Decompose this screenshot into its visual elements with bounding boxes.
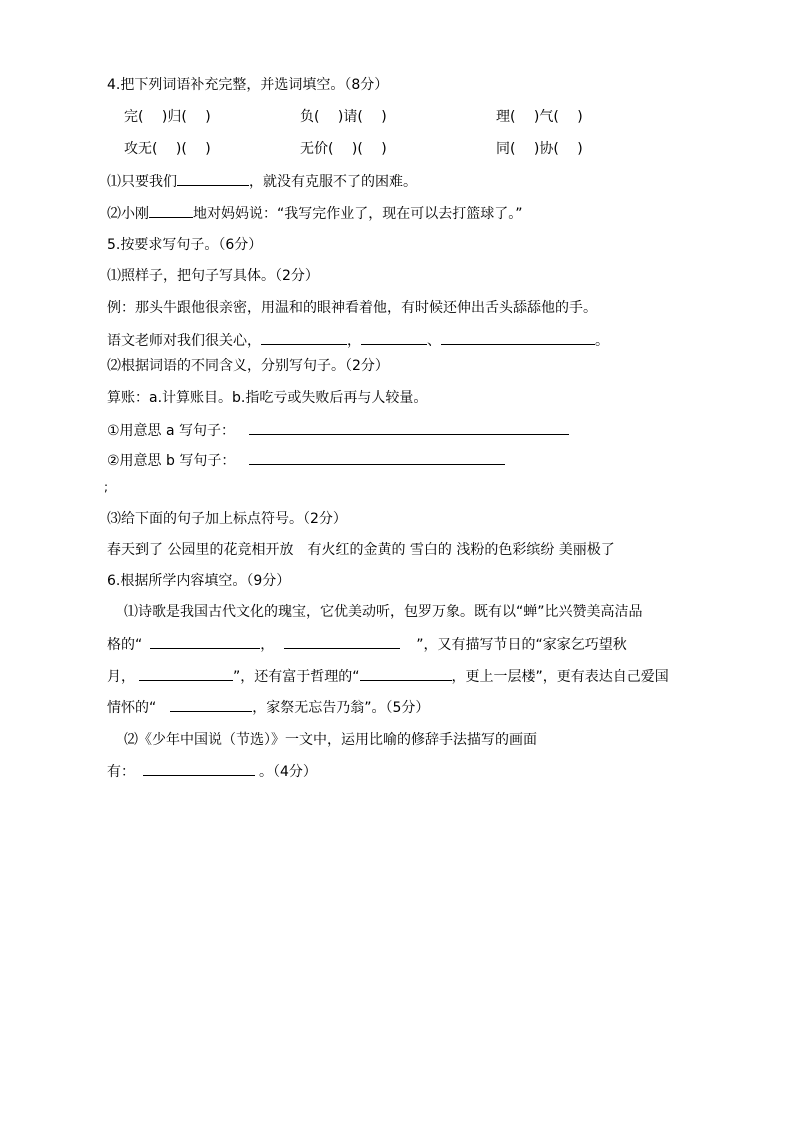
q6-part2-line1: ⑵《少年中国说（节选）》一文中，运用比喻的修辞手法描写的画面 [124,732,537,748]
q5-word-definition: 算账：a.计算账目。b.指吃亏或失败后再与人较量。 [107,390,428,406]
q5-punctuation-sentence: 春天到了 公园里的花竞相开放 有火红的金黄的 雪白的 浅粉的色彩缤纷 美丽极了 [107,542,615,558]
q4-word-3: 理( )气( ) [496,109,583,125]
q4-sentence-1 [107,171,417,191]
q6-part1-line4 [107,697,429,717]
q6-l3-mid: ”，还有富于哲理的“ [233,669,360,685]
q6-p2-suffix: 。（4分） [259,764,317,780]
q5-use-b-blank[interactable] [249,450,505,465]
q4-word-4: 攻无( )( ) [124,141,211,157]
q6-blank-2[interactable] [284,634,400,649]
q4-s1-blank[interactable] [177,171,249,186]
q5-task-blank-2[interactable] [361,330,427,345]
q6-blank-1[interactable] [150,634,260,649]
q5-task-sentence [107,330,609,350]
q6-part1-line3 [107,666,669,686]
q4-s2-blank[interactable] [149,203,193,218]
q4-word-1: 完( )归( ) [124,109,211,125]
q5-use-b [107,450,505,470]
q6-part1-line2 [107,634,627,654]
q5-use-b-label: ②用意思 b 写句子： [107,453,236,469]
q5-part3-title: ⑶给下面的句子加上标点符号。（2分） [107,511,347,527]
q5-use-a-blank[interactable] [249,420,569,435]
q4-s1-prefix: ⑴只要我们 [107,174,177,190]
q6-l2-suffix: ”，又有描写节日的“家家乞巧望秋 [416,637,627,653]
q5-task-end: 。 [595,333,609,349]
q4-word-5: 无价( )( ) [300,141,387,157]
q4-s2-suffix: 地对妈妈说：“我写完作业了，现在可以去打篮球了。” [193,206,523,222]
q6-l4-suffix: ，家祭无忘告乃翁”。（5分） [252,700,430,716]
q6-part2-line2 [107,761,317,781]
q6-l2-comma: ， [260,637,275,653]
q4-title: 4.把下列词语补充完整，并选词填空。（8分） [107,77,389,93]
q6-blank-5[interactable] [170,697,252,712]
q5-use-a [107,420,569,440]
q4-s1-suffix: ，就没有克服不了的困难。 [249,174,417,190]
q4-s2-prefix: ⑵小刚 [107,206,149,222]
q6-l3-suffix: ，更上一层楼”，更有表达自己爱国 [451,669,669,685]
q5-task-sep-2: 、 [427,333,441,349]
q5-example: 例：那头牛跟他很亲密，用温和的眼神看着他，有时候还伸出舌头舔舔他的手。 [107,300,597,316]
q5-title: 5.按要求写句子。（6分） [107,237,263,253]
stray-mark: ; [104,480,109,494]
q5-task-sep-1: ， [347,333,361,349]
q5-task-blank-3[interactable] [441,330,595,345]
q4-word-2: 负( )请( ) [300,109,387,125]
q5-task-prefix: 语文老师对我们很关心， [107,333,261,349]
q6-blank-4[interactable] [360,666,452,681]
q6-part1-line1: ⑴诗歌是我国古代文化的瑰宝，它优美动听，包罗万象。既有以“蝉”比兴赞美高洁品 [124,604,643,620]
q6-l3-prefix: 月， [107,669,135,685]
q5-task-blank-1[interactable] [261,330,347,345]
q6-title: 6.根据所学内容填空。（9分） [107,573,291,589]
q4-word-6: 同( )协( ) [496,141,583,157]
q4-sentence-2 [107,203,523,223]
q5-part1-title: ⑴照样子，把句子写具体。（2分） [107,268,319,284]
q6-l2-prefix: 格的“ [107,637,143,653]
q6-l4-prefix: 情怀的“ [107,700,157,716]
q5-use-a-label: ①用意思 a 写句子： [107,423,236,439]
q6-p2-prefix: 有： [107,764,135,780]
q6-blank-6[interactable] [143,761,255,776]
q6-blank-3[interactable] [139,666,233,681]
q5-part2-title: ⑵根据词语的不同含义，分别写句子。（2分） [107,358,389,374]
